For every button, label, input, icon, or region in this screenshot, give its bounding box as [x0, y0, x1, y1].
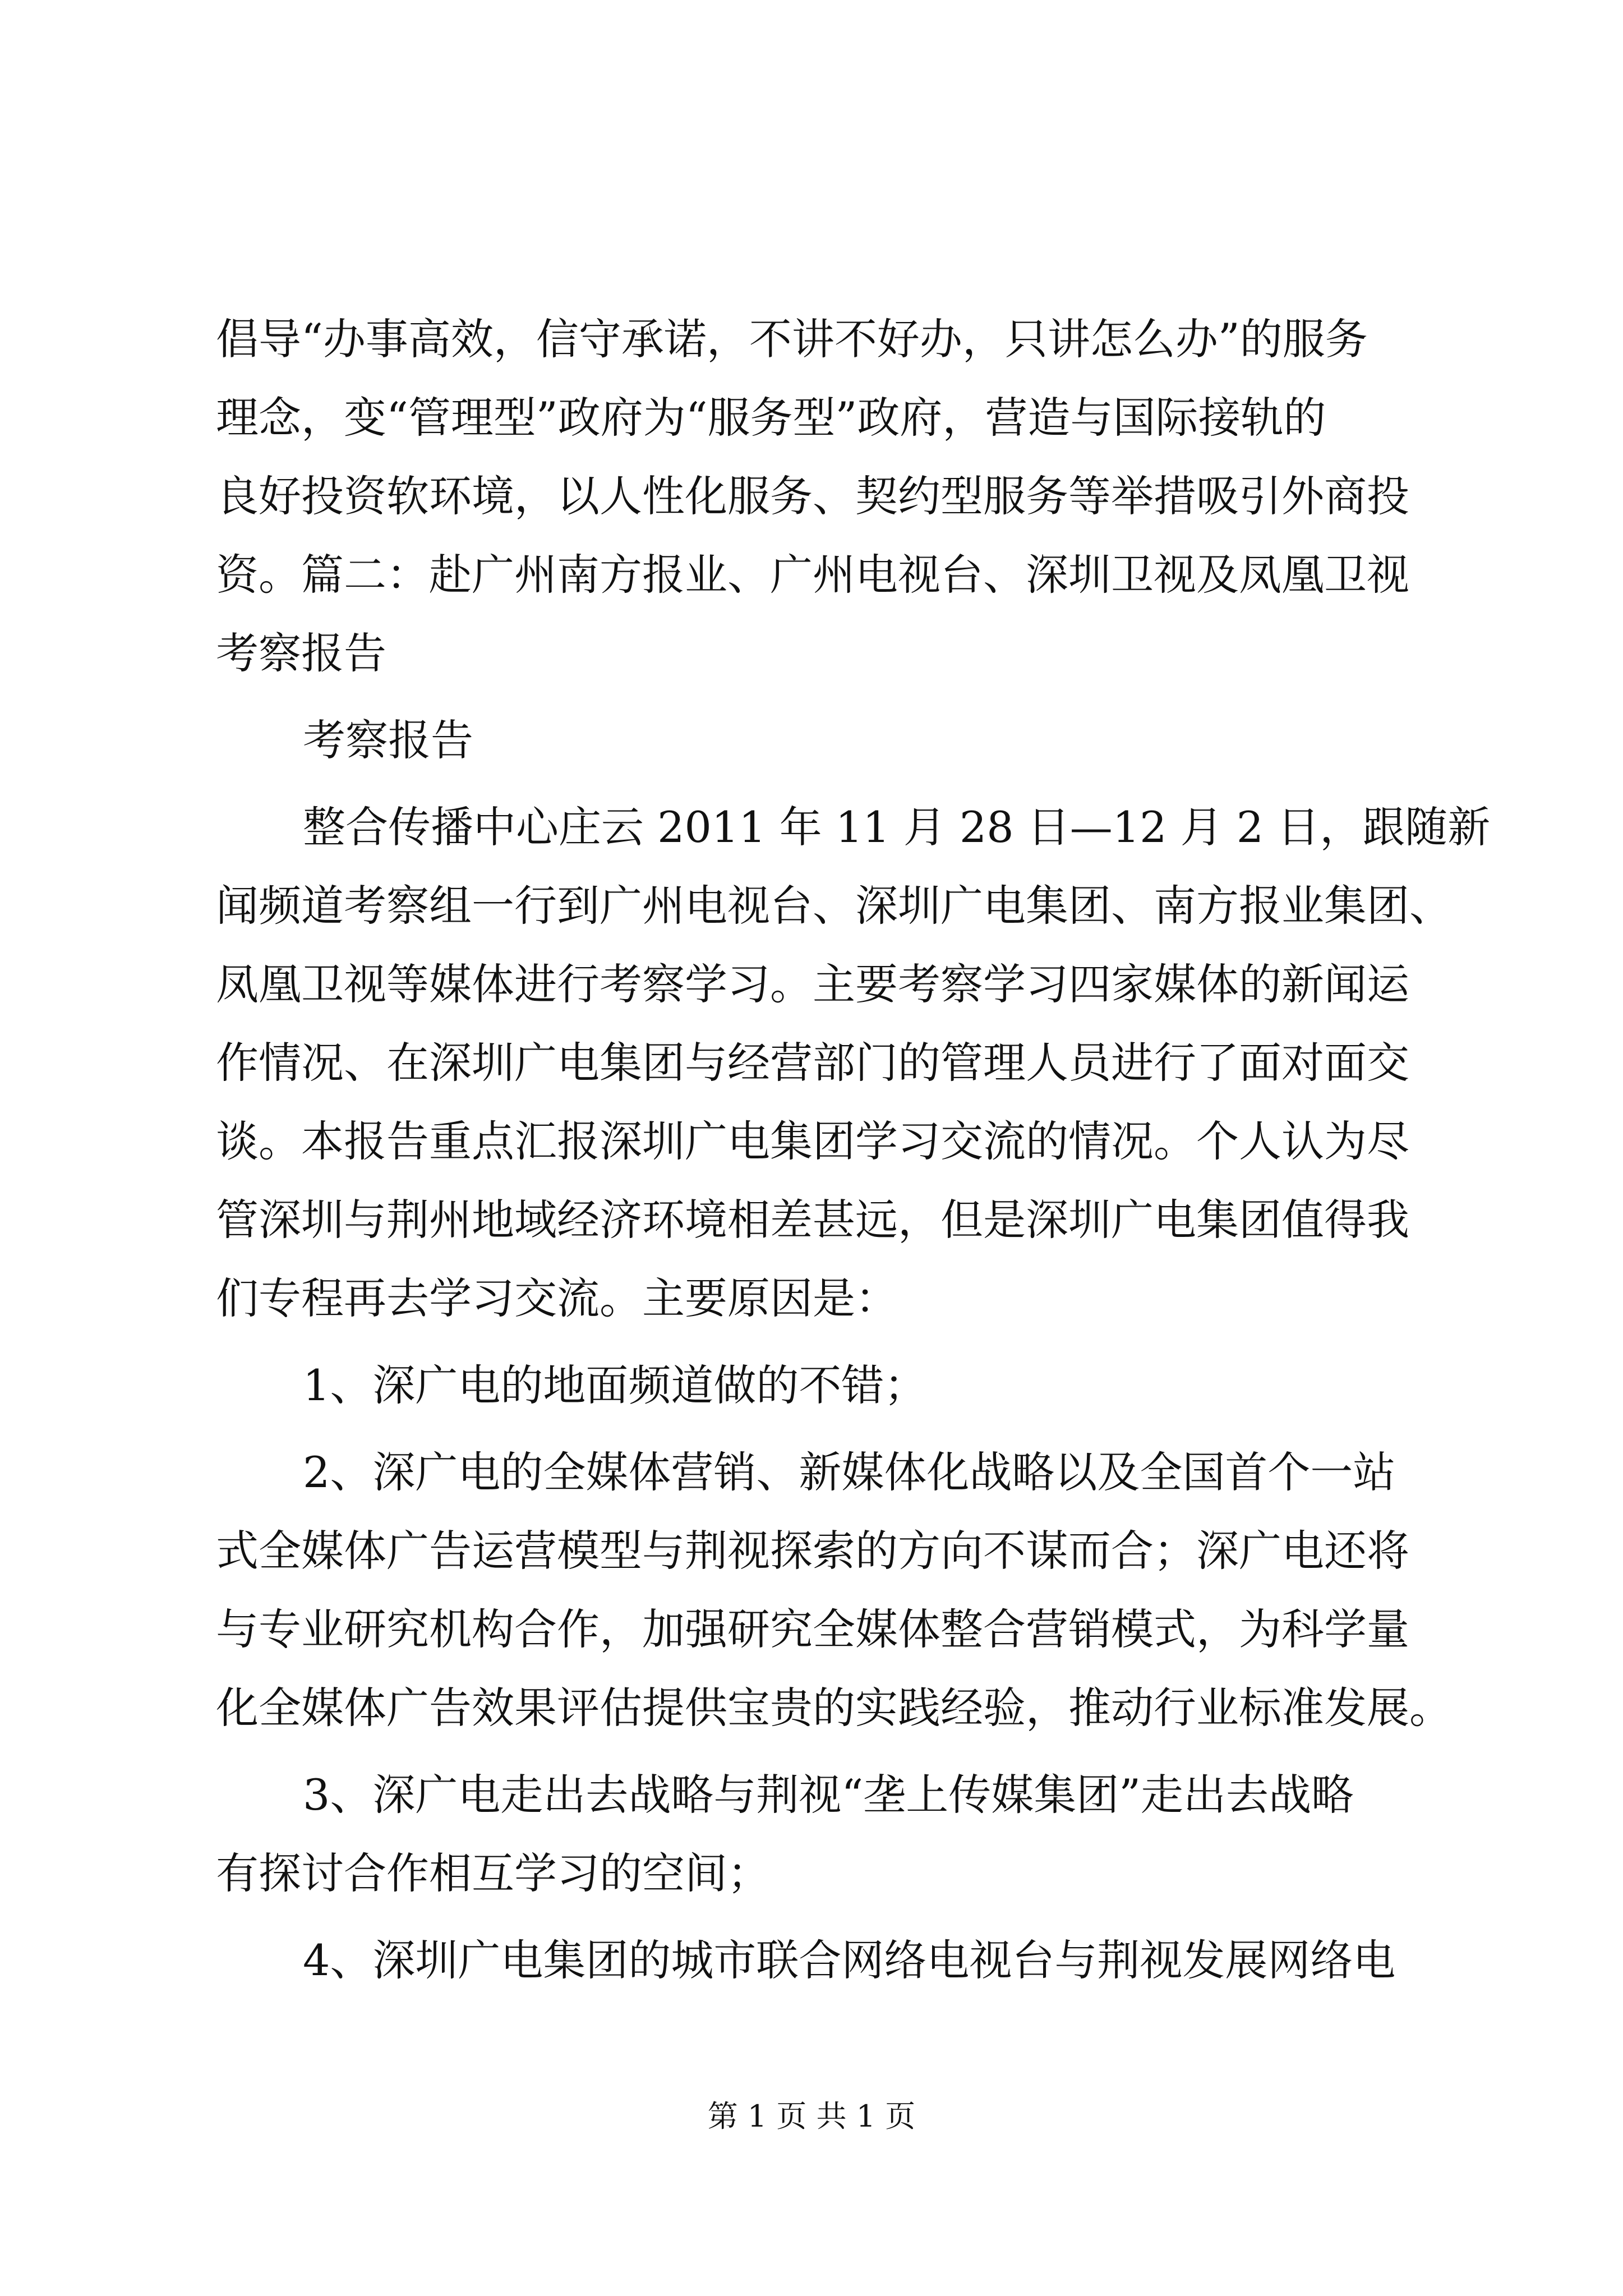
list-item: 4、深圳广电集团的城市联合网络电视台与荆视发展网络电 — [303, 1935, 1396, 1985]
section-heading: 考察报告 — [303, 715, 473, 765]
text-line: 化全媒体广告效果评估提供宝贵的实践经验，推动行业标准发展。 — [216, 1683, 1452, 1733]
text-line: 凤凰卫视等媒体进行考察学习。主要考察学习四家媒体的新闻运 — [216, 959, 1409, 1009]
page-footer: 第 1 页 共 1 页 — [707, 2099, 916, 2134]
text-line: 作情况、在深圳广电集团与经营部门的管理人员进行了面对面交 — [216, 1038, 1409, 1088]
list-item: 2、深广电的全媒体营销、新媒体化战略以及全国首个一站 — [303, 1447, 1396, 1497]
text-line: 式全媒体广告运营模型与荆视探索的方向不谋而合；深广电还将 — [216, 1526, 1409, 1576]
text-line: 考察报告 — [216, 628, 386, 678]
text-line: 资。篇二：赴广州南方报业、广州电视台、深圳卫视及凤凰卫视 — [216, 550, 1409, 600]
text-line: 们专程再去学习交流。主要原因是： — [216, 1273, 898, 1323]
list-item: 1、深广电的地面频道做的不错； — [303, 1360, 927, 1410]
text-line: 倡导“办事高效，信守承诺，不讲不好办，只讲怎么办”的服务 — [216, 314, 1368, 364]
text-line: 有探讨合作相互学习的空间； — [216, 1848, 770, 1898]
list-item: 3、深广电走出去战略与荆视“垄上传媒集团”走出去战略 — [303, 1770, 1354, 1820]
text-line: 良好投资软环境，以人性化服务、契约型服务等举措吸引外商投 — [216, 471, 1409, 521]
text-line: 闻频道考察组一行到广州电视台、深圳广电集团、南方报业集团、 — [216, 881, 1452, 931]
text-line: 整合传播中心庄云 2011 年 11 月 28 日—12 月 2 日，跟随新 — [303, 802, 1491, 852]
text-line: 管深圳与荆州地域经济环境相差甚远，但是深圳广电集团值得我 — [216, 1195, 1409, 1245]
text-line: 谈。本报告重点汇报深圳广电集团学习交流的情况。个人认为尽 — [216, 1116, 1409, 1166]
text-line: 理念，变“管理型”政府为“服务型”政府，营造与国际接轨的 — [216, 393, 1326, 443]
text-line: 与专业研究机构合作，加强研究全媒体整合营销模式，为科学量 — [216, 1604, 1409, 1654]
